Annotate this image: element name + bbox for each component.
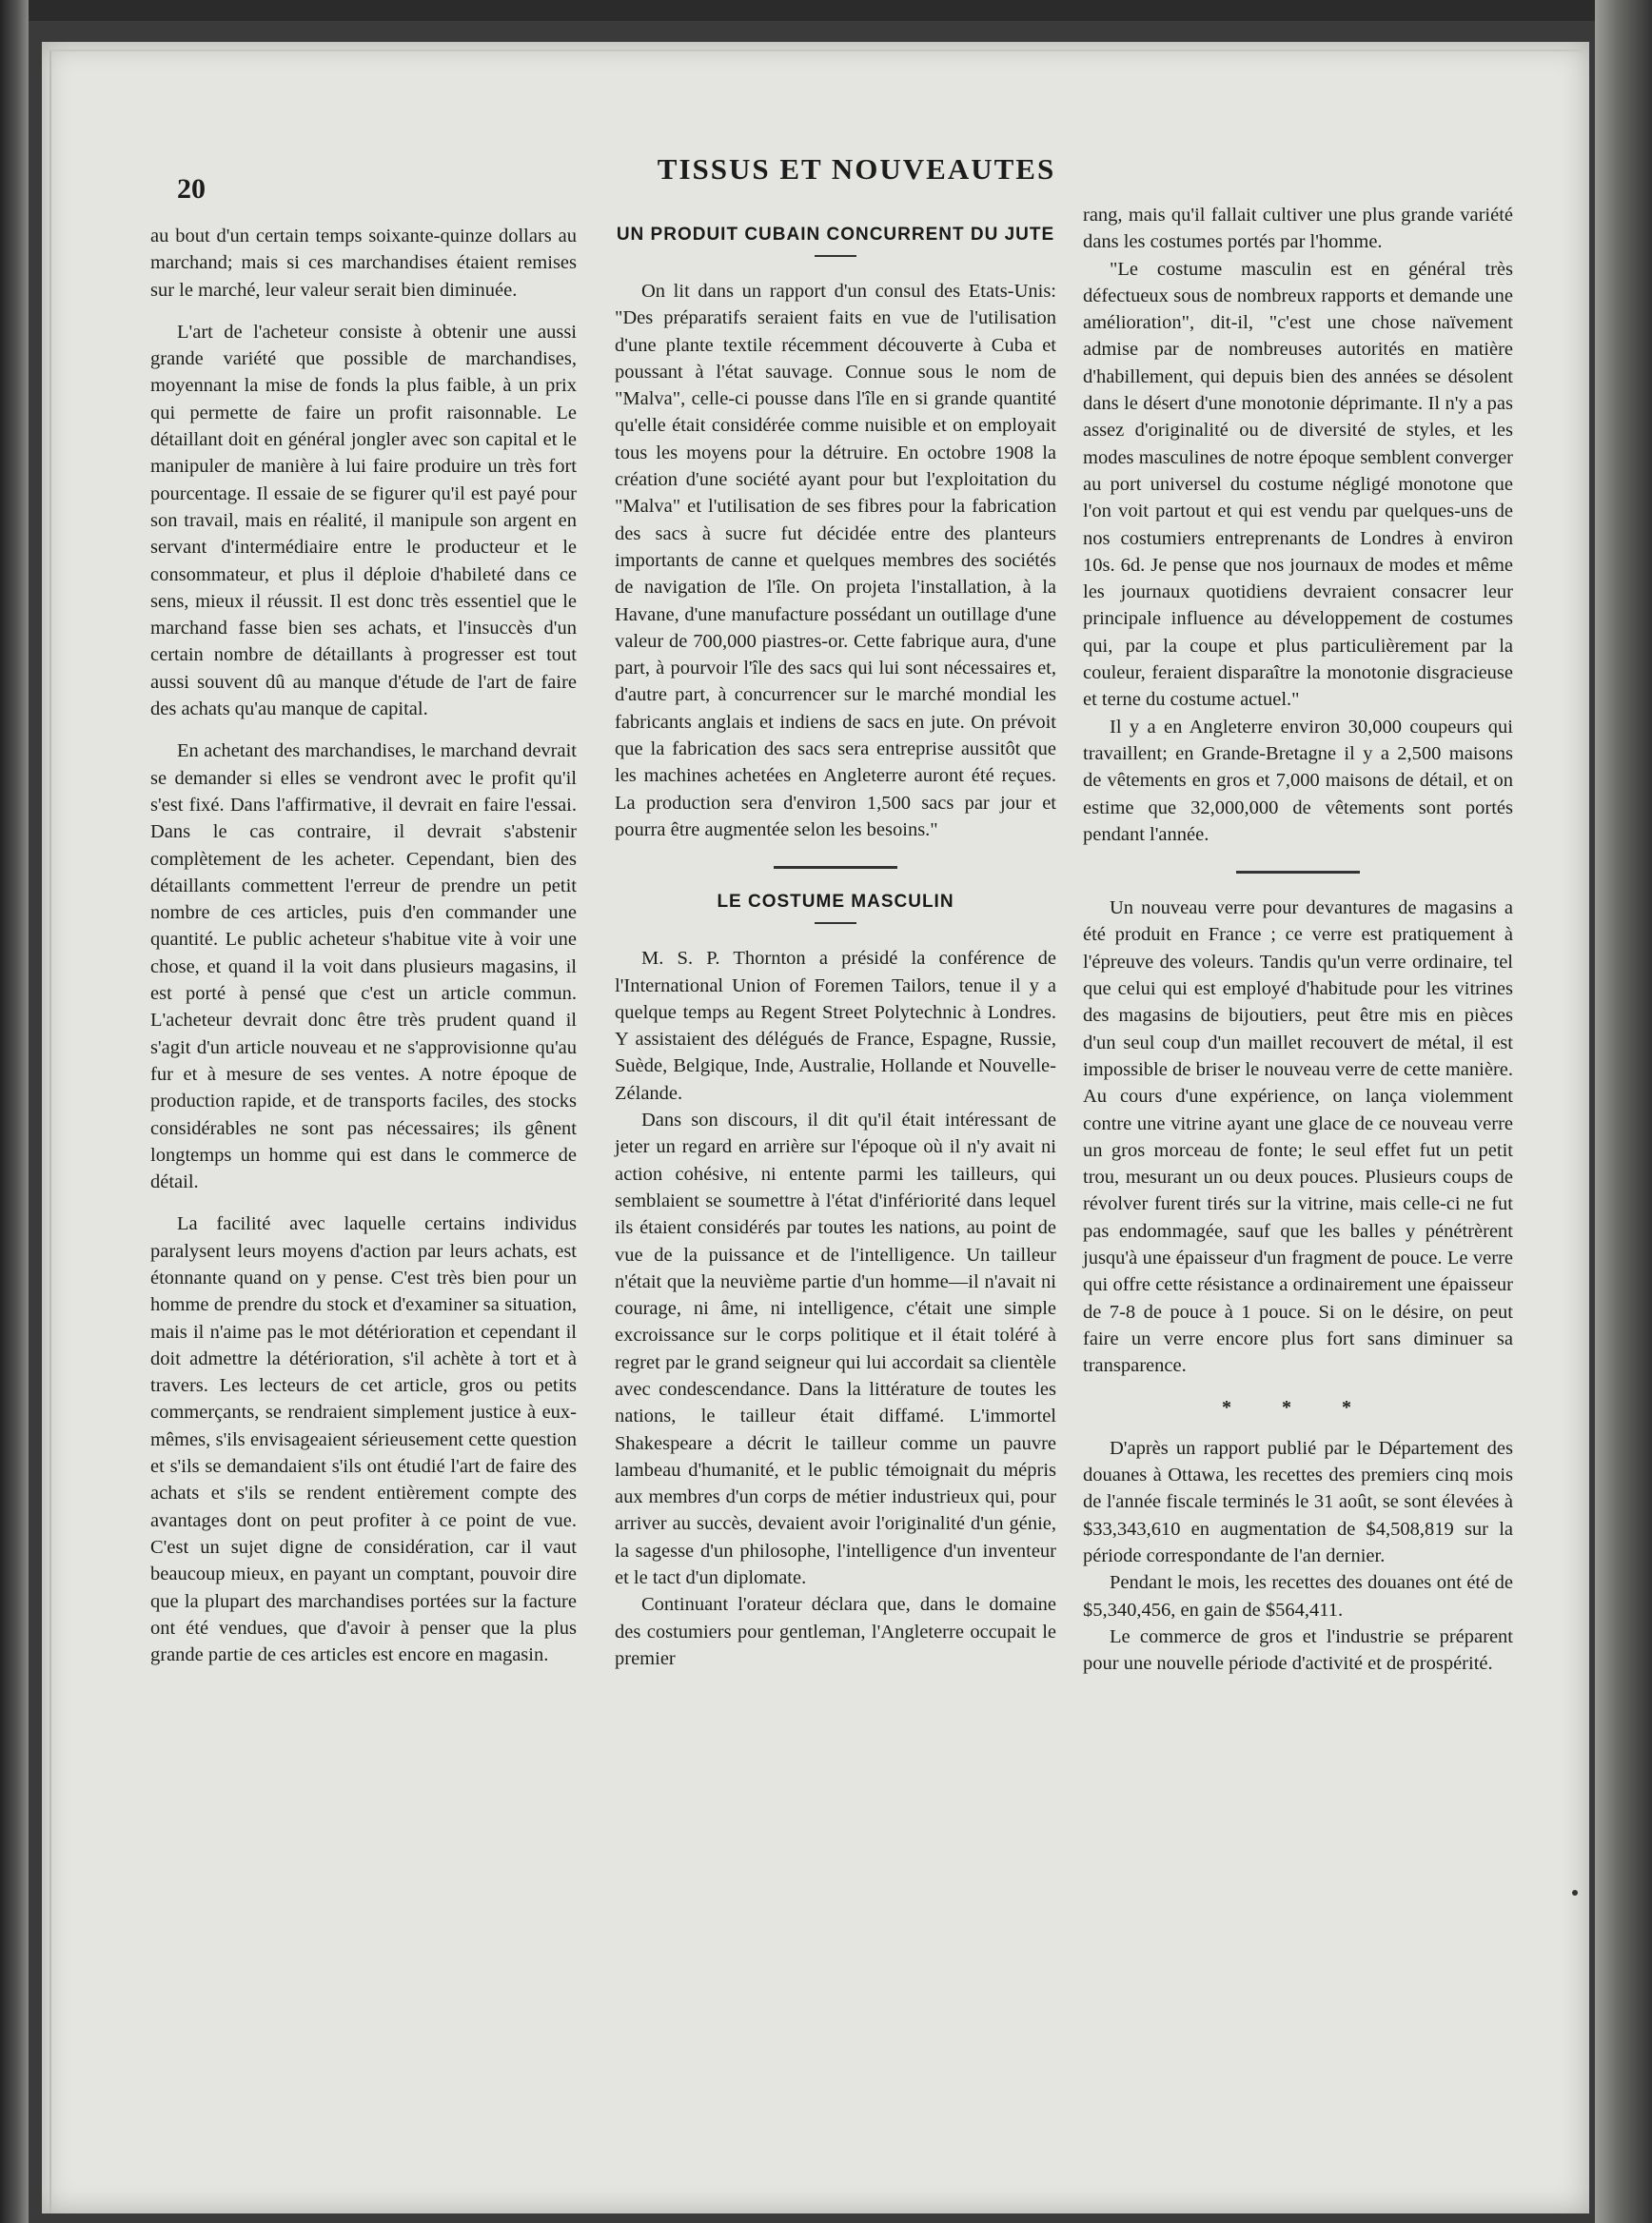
page-number: 20 (177, 173, 206, 205)
short-rule (815, 255, 856, 257)
running-head: TISSUS ET NOUVEAUTES (657, 152, 1056, 186)
column-3 (1083, 202, 1513, 1692)
paragraph: rang, mais qu'il fallait cultiver une plus grande variété dans les costumes portés par l'homme. (1083, 205, 1513, 253)
paragraph: au bout d'un certain temps soixante-quinze dollars au marchand; mais si ces marchandises étaient remises sur le marché, leur valeur serait bien diminuée. (150, 226, 577, 301)
paragraph: "Le costume masculin est en général très défectueux sous de nombreux rapports et demande une amélioration", dit-il, "c'est une chose naïvement admise par de nombreuses autorités en matière d'habillement, qui depuis bien des années se désolent dans le désert d'une monotonie déprimante. Il n'y a pas assez d'originalité ou de diversité de styles, et les modes masculines de notre époque semblent converger au port universel du costume négligé monotone que l'on voit partout et qui est vendu par quelques-uns de nos costumiers entreprenants de Londres à environ 10s. 6d. Je pense que nos journaux de modes et même les journaux quotidiens devraient consacrer leur principale influence au développement de costumes qui, par la coupe et plus particulièrement par la couleur, feraient disparaître la monotonie disgracieuse et terne du costume actuel." (1083, 258, 1513, 711)
paragraph: D'après un rapport publié par le Département des douanes à Ottawa, les recettes des premiers cinq mois de l'année fiscale terminés le 31 août, se sont élevées à $33,343,610 en augmentation de $4,508,819 sur la période correspondante de l'an dernier. (1083, 1437, 1513, 1566)
scanner-top-edge (0, 0, 1652, 21)
paragraph: Le commerce de gros et l'industrie se préparent pour une nouvelle période d'activité et de prospérité. (1083, 1625, 1513, 1675)
binding-left-edge (0, 0, 29, 2223)
paragraph: Un nouveau verre pour devantures de magasins a été produit en France ; ce verre est pratiquement à l'épreuve des voleurs. Tandis qu'un verre ordinaire, tel que celui qui est employé d'habitude pour les vitrines des magasins de bijoutiers, peut être mis en pièces d'un seul coup d'un maillet recouvert de métal, il est impossible de briser le nouveau verre de cette manière. Au cours d'une expérience, on lança violemment contre une vitrine ayant une glace de ce nouveau verre un gros morceau de fonte; le seul effet fut un petit trou, mesurant un ou deux pouces. Plusieurs coups de révolver furent tirés sur la vitrine, mais celle-ci ne fut pas endommagée, sauf que les balles y pénétrèrent jusqu'à une épaisseur d'un fragment de pouce. Le verre qui offre cette résistance a ordinairement une épaisseur de 7-8 de pouce à 1 pouce. Si on le désire, on peut faire un verre encore plus fort sans diminuer sa transparence. (1083, 897, 1513, 1377)
paragraph: M. S. P. Thornton a présidé la conférence de l'International Union of Foremen Tailors, tenue il y a quelque temps au Regent Street Polytechnic à Londres. Y assistaient des délégués de France, Espagne, Russie, Suède, Belgique, Inde, Australie, Hollande et Nouvelle-Zélande. (615, 948, 1056, 1104)
column-1 (150, 223, 577, 1683)
page-right-edge (1595, 0, 1652, 2223)
article-heading: LE COSTUME MASCULIN (717, 892, 954, 913)
section-divider (1236, 871, 1360, 874)
paragraph: On lit dans un rapport d'un consul des Etats-Unis: "Des préparatifs seraient faits en vue de l'utilisation d'une plante textile récemment découverte à Cuba et poussant à l'état sauvage. Connue sous le nom de "Malva", celle-ci pousse dans l'île en si grande quantité qu'elle était considérée comme nuisible et on employait tous les moyens pour la détruire. En octobre 1908 la création d'une société ayant pour but l'exploitation du "Malva" et l'utilisation de ses fibres pour la fabrication des sacs à sucre fut décidée entre des planteurs importants de canne et quelques membres des sociétés de navigation de l'île. On projeta l'installation, à la Havane, d'une manufacture possédant un outillage d'une valeur de 700,000 piastres-or. Cette fabrique aura, d'une part, à pourvoir l'île des sacs qui lui sont nécessaires et, d'autre part, à concurrencer sur le marché mondial les fabricants anglais et indiens de sacs en jute. On prévoit que la fabrication des sacs sera entreprise aussitôt que les machines achetées en Angleterre auront été reçues. La production sera d'environ 1,500 sacs par jour et pourra être augmentée selon les besoins." (615, 281, 1056, 840)
section-stars: * * * (1222, 1397, 1374, 1419)
column-2 (615, 223, 1056, 1687)
paragraph: Pendant le mois, les recettes des douanes ont été de $5,340,456, en gain de $564,411. (1083, 1572, 1513, 1621)
paragraph: La facilité avec laquelle certains individus paralysent leurs moyens d'action par leurs achats, est étonnante quand on y pense. C'est très bien pour un homme de prendre du stock et d'examiner sa situation, mais il n'aime pas le mot détérioration et cependant il doit admettre la détérioration, s'il achète à tort et à travers. Les lecteurs de cet article, gros ou petits commerçants, se rendraient simplement justice à eux-mêmes, s'ils envisageaient sérieusement cette question et s'ils se demandaient s'ils ont étudié l'art de faire des achats et s'ils se rendent entièrement compte des avantages dont on peut profiter à ce point de vue. C'est un sujet digne de considération, car il vaut beaucoup mieux, en payant un comptant, pouvoir dire que la plupart des marchandises portées sur la facture ont été vendues, que d'avoir à penser que la plus grande partie de ces articles est encore en magasin. (150, 1213, 577, 1666)
short-rule (815, 922, 856, 924)
paragraph: Dans son discours, il dit qu'il était intéressant de jeter un regard en arrière sur l'époque où il n'y avait ni action cohésive, ni entente parmi les tailleurs, qui semblaient se soumettre à l'état d'infériorité dans lequel ils étaient considérés par toutes les nations, au point de vue de la puissance et de l'intelligence. Un tailleur n'était que la neuvième partie d'un homme—il n'avait ni courage, ni âme, ni intelligence, c'était une simple excroissance sur le corps politique et il était toléré à regret par le grand seigneur qui lui accordait sa clientèle avec condescendance. Dans la littérature de toutes les nations, le tailleur était diffamé. L'immortel Shakespeare a décrit le tailleur comme un pauvre lambeau d'humanité, et le public témoignait du mépris aux membres d'un corps de métier industrieux qui, pour arriver au succès, devaient avoir l'originalité d'un génie, la sagesse d'un philosophe, l'intelligence d'un inventeur et le tact d'un diplomate. (615, 1110, 1056, 1589)
paragraph: Continuant l'orateur déclara que, dans le domaine des costumiers pour gentleman, l'Angleterre occupait le premier (615, 1594, 1056, 1669)
section-divider (774, 866, 897, 869)
paragraph: Il y a en Angleterre environ 30,000 coupeurs qui travaillent; en Grande-Bretagne il y a 2,500 maisons de vêtements en gros et 7,000 maisons de détail, et on estime que 32,000,000 de vêtements sont portés pendant l'année. (1083, 716, 1513, 845)
ink-speck (1572, 1890, 1578, 1896)
paragraph: L'art de l'acheteur consiste à obtenir une aussi grande variété que possible de marchandises, moyennant la mise de fonds la plus faible, à un prix qui permette de faire un profit raisonnable. Le détaillant doit en général jongler avec son capital et le manipuler de manière à lui faire produire un très fort pourcentage. Il essaie de se figurer qu'il est payé pour son travail, mais en réalité, il manipule son argent en servant d'intermédiaire entre le producteur et le consommateur, et plus il déploie d'habileté dans ce sens, mieux il réussit. Il est donc très essentiel que le marchand fasse bien ses achats, et l'insuccès d'un certain nombre de détaillants à progresser est tout aussi souvent dû au manque d'étude de l'art de faire des achats qu'au manque de capital. (150, 321, 577, 720)
article-heading: UN PRODUIT CUBAIN CONCURRENT DU JUTE (616, 225, 1055, 245)
paragraph: En achetant des marchandises, le marchand devrait se demander si elles se vendront avec le profit qu'il s'est fixé. Dans l'affirmative, il devrait en faire l'essai. Dans le cas contraire, il devrait s'abstenir complètement de les acheter. Cependant, bien des détaillants commettent l'erreur de prendre un petit nombre de ces articles, puis d'en commander une quantité. Le public acheteur s'habitue vite à voir une chose, et quand il la voit dans plusieurs magasins, il est porté à pensé que c'est un article commun. L'acheteur devrait donc être très prudent quand il s'agit d'un article nouveau et ne s'approvisionne qu'au fur et à mesure de ses ventes. A notre époque de production rapide, et de transports faciles, des stocks considérables ne sont pas nécessaires; ils gênent longtemps un homme qui est dans le commerce de détail. (150, 740, 577, 1193)
